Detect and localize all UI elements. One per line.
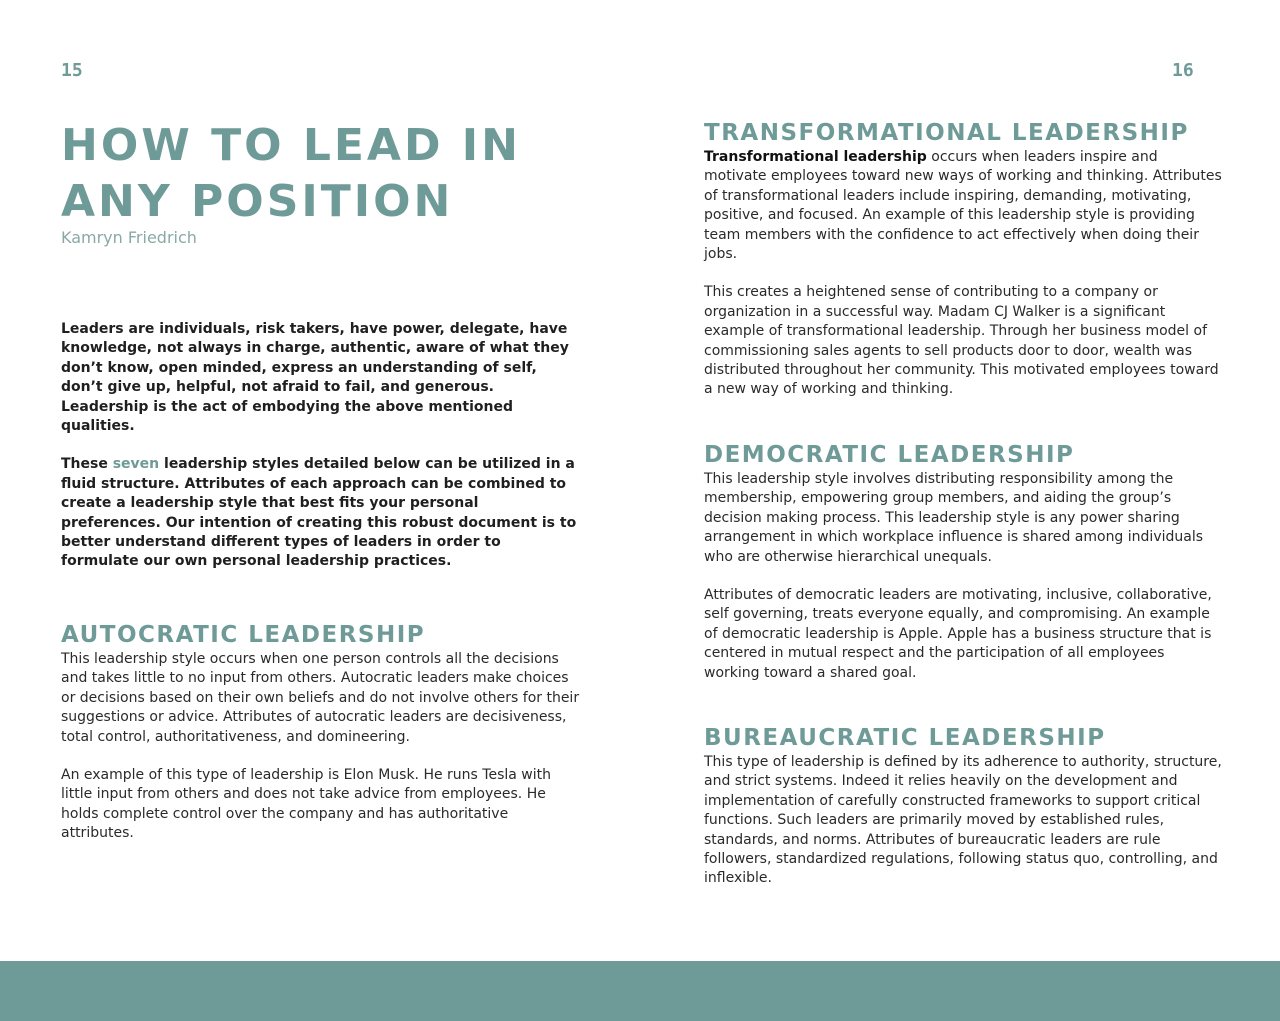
intro-paragraph-2 bbox=[61, 455, 581, 571]
page-number-left: 15 bbox=[61, 60, 83, 81]
intro-paragraph-1: Leaders are individuals, risk takers, have power, delegate, have knowledge, not always in charge, authentic, aware of what they don’t know, open minded, express an understanding of self, don’t give up, helpful, not afraid to fail, and generous. Leadership is the act of embodying the above mentioned qualities. bbox=[61, 321, 569, 435]
autocratic-paragraph-1: This leadership style occurs when one person controls all the decisions and takes little to no input from others. Autocratic leaders make choices or decisions based on their own beliefs and do not involve others for their suggestions or advice. Attributes of autocratic leaders are decisiveness, total control, authoritativeness, and domineering. bbox=[61, 650, 580, 745]
section-democratic bbox=[704, 440, 1224, 683]
intro-highlight-seven: seven bbox=[112, 456, 160, 473]
intro-text-after: leadership styles detailed below can be utilized in a fluid structure. Attributes of each approach can be combined to create a leadership style that best fits your personal preferences. Our intention of creating this robust document is to better understand different types of leaders in order to formulate our own personal leadership practices. bbox=[61, 456, 577, 570]
intro-text-before: These bbox=[61, 456, 113, 473]
transformational-p1-text: occurs when leaders inspire and motivate employees toward new ways of working and thinking. Attributes of transformational leaders include inspiring, demanding, motivating, positive, and focused. An example of this leadership style is providing team members with the confidence to act effectively when doing their jobs. bbox=[704, 149, 1222, 263]
footer-bar bbox=[0, 961, 1280, 1021]
right-page-column bbox=[704, 118, 1224, 889]
section-title-autocratic: AUTOCRATIC LEADERSHIP bbox=[61, 621, 426, 648]
page-number-right: 16 bbox=[1172, 60, 1194, 81]
transformational-lead-term: Transformational leadership bbox=[704, 149, 927, 165]
transformational-paragraph-1 bbox=[704, 148, 1224, 264]
democratic-paragraph-1: This leadership style involves distributing responsibility among the membership, empowering group members, and aiding the group’s decision making process. This leadership style is any power sharing arrangement in which workplace influence is shared among individuals who are otherwise hierarchical unequals. bbox=[704, 470, 1204, 565]
section-title-transformational: TRANSFORMATIONAL LEADERSHIP bbox=[704, 120, 1189, 146]
democratic-paragraph-2: Attributes of democratic leaders are motivating, inclusive, collaborative, self governing, treats everyone equally, and compromising. An example of democratic leadership is Apple. Apple has a business structure that is centered in mutual respect and the participation of all employees working toward a shared goal. bbox=[704, 586, 1212, 681]
autocratic-paragraph-2: An example of this type of leadership is Elon Musk. He runs Tesla with little input from others and does not take advice from employees. He holds complete control over the company and has authoritative attributes. bbox=[61, 766, 551, 842]
section-transformational bbox=[704, 118, 1224, 400]
transformational-paragraph-2: This creates a heightened sense of contributing to a company or organization in a successful way. Madam CJ Walker is a significant example of transformational leadership. Through her business model of commissioning sales agents to sell products door to door, wealth was distributed throughout her community. This motivated employees toward a new way of working and thinking. bbox=[704, 284, 1219, 398]
section-title-democratic: DEMOCRATIC LEADERSHIP bbox=[704, 441, 1075, 468]
article-author: Kamryn Friedrich bbox=[61, 228, 197, 247]
article-title: HOW TO LEAD IN ANY POSITION bbox=[61, 120, 521, 227]
left-page-column bbox=[61, 118, 581, 844]
section-bureaucratic bbox=[704, 723, 1224, 889]
section-autocratic bbox=[61, 620, 581, 844]
section-title-bureaucratic: BUREAUCRATIC LEADERSHIP bbox=[704, 724, 1106, 751]
bureaucratic-paragraph-1: This type of leadership is defined by its adherence to authority, structure, and strict systems. Indeed it relies heavily on the development and implementation of carefully constructed frameworks to support critical functions. Such leaders are primarily moved by established rules, standards, and norms. Attributes of bureaucratic leaders are rule followers, standardized regulations, following status quo, controlling, and inflexible. bbox=[704, 753, 1222, 887]
